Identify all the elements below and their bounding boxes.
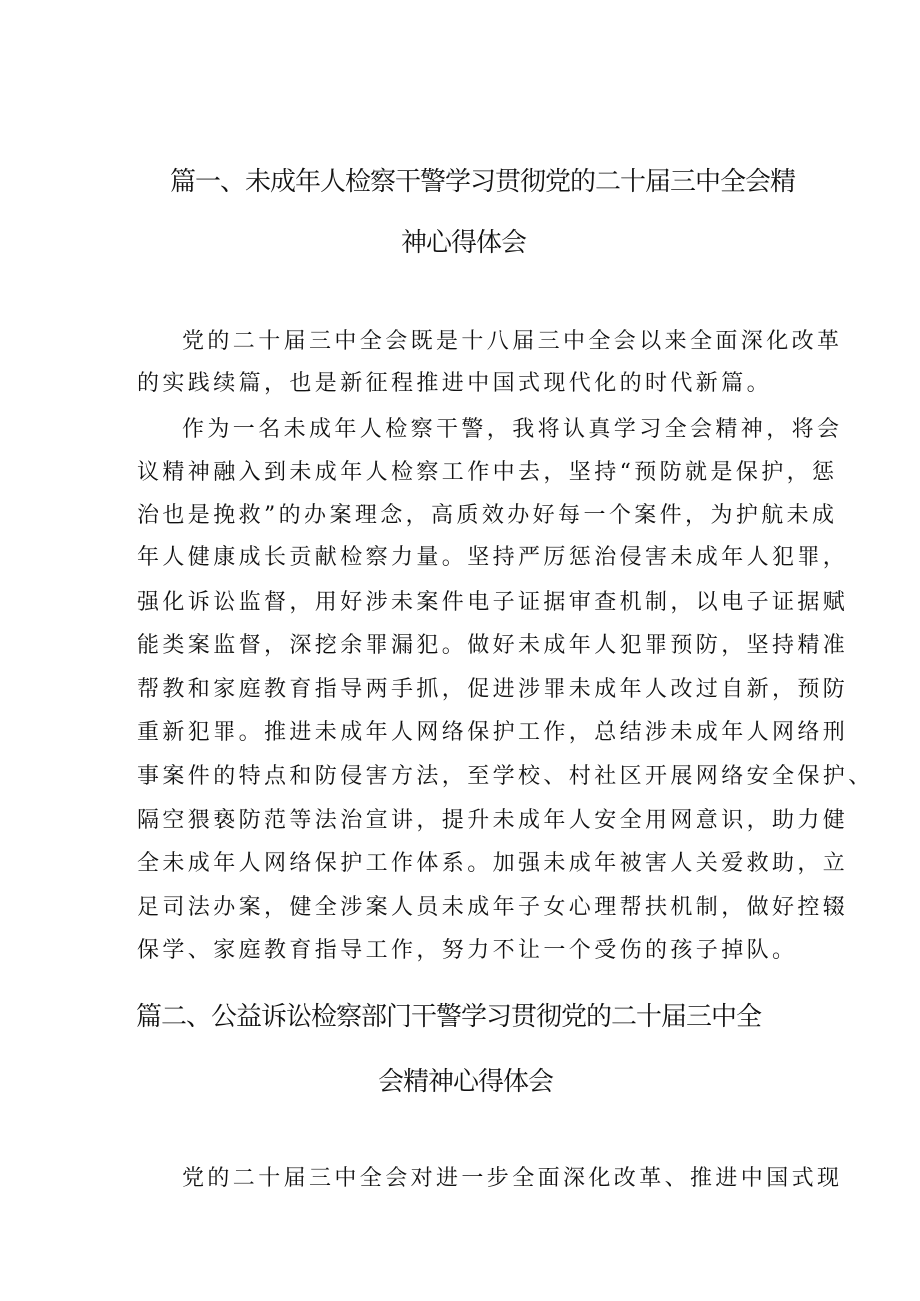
paragraph-line: 能类案监督，深挖余罪漏犯。做好未成年人犯罪预防，坚持精准 — [137, 633, 849, 658]
section-1-title-line-2: 神心得体会 — [401, 228, 527, 258]
paragraph-line: 的实践续篇，也是新征程推进中国式现代化的时代新篇。 — [137, 371, 773, 396]
paragraph-line: 隔空猥亵防范等法治宣讲，提升未成年人安全用网意识，助力健 — [137, 808, 849, 833]
section-2-title-line-2: 会精神心得体会 — [378, 1067, 554, 1097]
paragraph-line: 年人健康成长贡献检察力量。坚持严厉惩治侵害未成年人犯罪， — [137, 545, 849, 570]
paragraph-line: 全未成年人网络保护工作体系。加强未成年被害人关爱救助，立 — [137, 851, 849, 876]
section-2-title-line-1: 篇二、公益诉讼检察部门干警学习贯彻党的二十届三中全 — [136, 1002, 762, 1032]
paragraph-line: 足司法办案，健全涉案人员未成年子女心理帮扶机制，做好控辍 — [137, 895, 849, 920]
section-1-title-line-1: 篇一、未成年人检察干警学习贯彻党的二十届三中全会精 — [170, 167, 796, 197]
paragraph-line: 事案件的特点和防侵害方法，至学校、村社区开展网络安全保护、 — [137, 764, 874, 789]
paragraph-line: 议精神融入到未成年人检察工作中去，坚持“预防就是保护，惩 — [137, 460, 838, 485]
paragraph-line: 强化诉讼监督，用好涉未案件电子证据审查机制，以电子证据赋 — [137, 590, 849, 615]
paragraph-line: 作为一名未成年人检察干警，我将认真学习全会精神，将会 — [182, 417, 843, 442]
paragraph-line: 重新犯罪。推进未成年人网络保护工作，总结涉未成年人网络刑 — [137, 720, 849, 745]
paragraph-line: 保学、家庭教育指导工作，努力不让一个受伤的孩子掉队。 — [137, 938, 798, 963]
paragraph-line: 党的二十届三中全会既是十八届三中全会以来全面深化改革 — [182, 329, 843, 354]
paragraph-line: 党的二十届三中全会对进一步全面深化改革、推进中国式现 — [182, 1166, 843, 1191]
paragraph-line: 治也是挽救”的办案理念，高质效办好每一个案件，为护航未成 — [137, 503, 838, 528]
paragraph-line: 帮教和家庭教育指导两手抓，促进涉罪未成年人改过自新，预防 — [137, 677, 849, 702]
